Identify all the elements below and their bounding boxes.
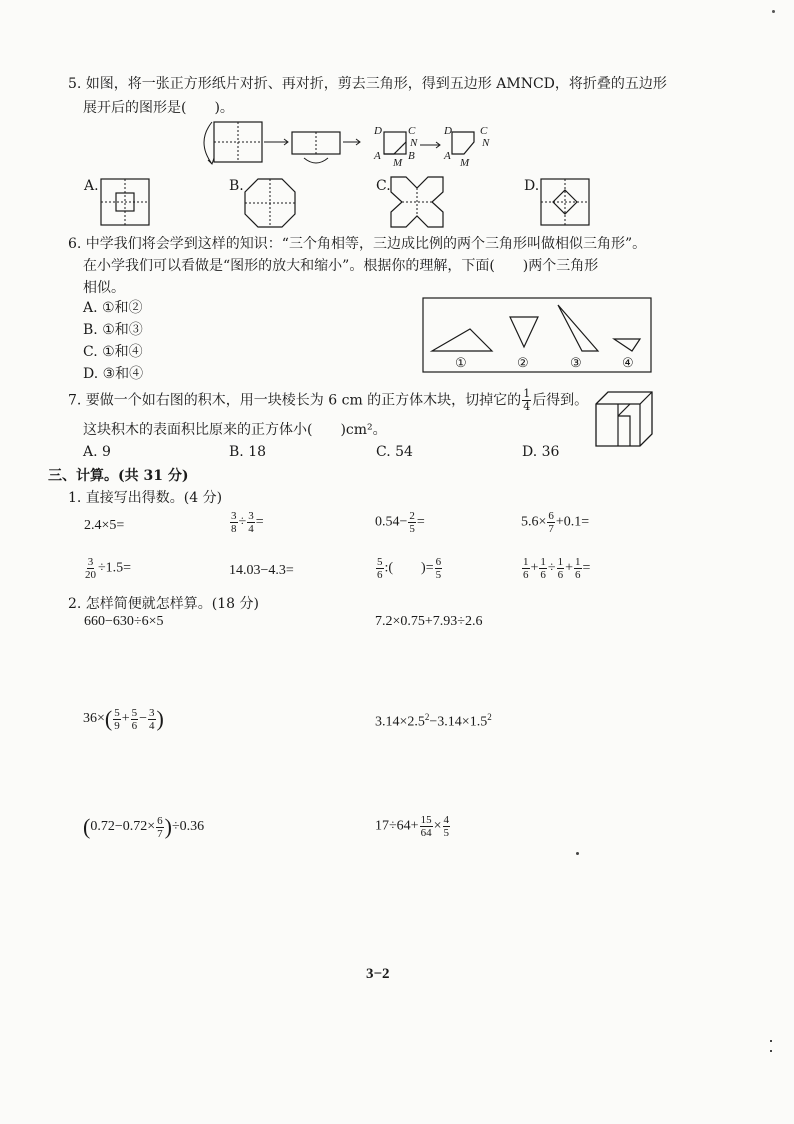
- direct-r1c2: [229, 510, 264, 535]
- r2c4-num3: 1: [557, 556, 564, 568]
- q5-option-a-figure: [100, 178, 150, 226]
- r2c4-num1: 1: [523, 556, 529, 568]
- p3-c-den: 4: [149, 719, 155, 732]
- r1c4-den: 7: [548, 523, 554, 535]
- p3-op1: +: [121, 711, 130, 727]
- q7-line1: [68, 388, 588, 413]
- simplify-p1: 660−630÷6×5: [84, 614, 164, 629]
- q7-option-b: B. 18: [229, 444, 267, 460]
- p6-pre: 17÷64+: [375, 818, 419, 834]
- scan-speck: [770, 1040, 772, 1042]
- q7-fraction: [522, 388, 531, 413]
- r1c3-pre: 0.54−: [375, 514, 408, 530]
- r2c4-op1: +: [530, 560, 539, 576]
- q7-frac-den: 4: [523, 400, 531, 413]
- q7-option-d: D. 36: [522, 444, 560, 460]
- r2c4-den4: 6: [575, 569, 581, 581]
- p3-lparen: (: [104, 706, 113, 731]
- r1c4-post: +0.1=: [555, 514, 590, 530]
- triangle-label-1: ①: [455, 356, 467, 371]
- p6-op: ×: [433, 818, 442, 834]
- r1c3-num: 2: [409, 510, 415, 522]
- p3-a-den: 9: [114, 719, 120, 732]
- p3-pre: 36×: [83, 711, 105, 727]
- label-M2: M: [460, 157, 470, 169]
- simplify-p2: 7.2×0.75+7.93÷2.6: [375, 614, 483, 629]
- p5-pre: 0.72−0.72×: [90, 819, 156, 835]
- r2c4-op3: +: [565, 560, 573, 576]
- r2c4-den3: 6: [557, 569, 564, 581]
- p4-exp2: 2: [487, 712, 492, 722]
- label-D1: D: [374, 125, 382, 137]
- label-A1: A: [374, 150, 381, 162]
- direct-r2c2: 14.03−4.3=: [229, 563, 294, 578]
- r1c2-a-den: 8: [231, 523, 237, 535]
- r2c4-eq: =: [582, 560, 591, 576]
- label-D2: D: [444, 125, 452, 137]
- simplify-p3: [83, 706, 164, 732]
- r1c2-b-num: 3: [248, 510, 254, 522]
- p4-b: −3.14×1.5: [429, 714, 488, 730]
- p6-b-num: 4: [443, 814, 449, 826]
- q7-line2: 这块积木的表面积比原来的正方体小( )cm²。: [83, 422, 387, 438]
- p5-num: 6: [157, 814, 163, 827]
- q7-option-c: C. 54: [376, 444, 413, 460]
- p5-lparen: (: [83, 814, 91, 839]
- scan-speck: [576, 852, 579, 855]
- label-C1: C: [408, 125, 416, 137]
- p4-a: 3.14×2.5: [375, 714, 425, 730]
- r1c2-a-num: 3: [231, 510, 237, 522]
- direct-r1c3: [375, 510, 425, 535]
- q5-option-c-figure: [390, 176, 444, 228]
- p3-rparen: ): [156, 706, 164, 731]
- scan-speck: [770, 1050, 772, 1052]
- r1c4-num: 6: [548, 510, 554, 522]
- q7-line1-b: 后得到。: [532, 392, 589, 409]
- q5-line1: 5. 如图，将一张正方形纸片对折、再对折，剪去三角形，得到五边形 AMNCD，将折叠的五边形: [68, 76, 667, 92]
- q6-line3: 相似。: [83, 280, 125, 296]
- label-N1: N: [410, 137, 418, 149]
- label-N2: N: [482, 137, 490, 149]
- simplify-p4: [375, 712, 492, 731]
- p4-exp1: 2: [424, 712, 430, 722]
- label-A2: A: [444, 150, 451, 162]
- r1c2-b-den: 4: [248, 523, 254, 535]
- direct-r1c4: [521, 510, 589, 535]
- q6-option-b: B. ①和③: [83, 322, 143, 338]
- r2c3-b-num: 6: [435, 556, 442, 568]
- scan-speck: [772, 10, 775, 13]
- q6-option-c: C. ①和④: [83, 344, 143, 360]
- p3-c-num: 3: [149, 706, 155, 719]
- q6-option-d: D. ③和④: [83, 366, 144, 382]
- q7-line1-a: 7. 要做一个如右图的积木，用一块棱长为 6 cm 的正方体木块，切掉它的: [68, 392, 522, 409]
- p3-b-den: 6: [131, 719, 138, 732]
- p5-den: 7: [157, 827, 163, 840]
- direct-r2c1: [83, 556, 131, 581]
- section3-heading: 三、计算。(共 31 分): [48, 468, 189, 484]
- r1c2-eq: =: [255, 514, 264, 530]
- label-C2: C: [480, 125, 488, 137]
- r1c4-pre: 5.6×: [521, 514, 547, 530]
- r2c4-den2: 6: [540, 569, 546, 581]
- label-B1: B: [408, 150, 415, 162]
- q7-block-figure: [592, 386, 656, 450]
- p6-a-num: 15: [420, 814, 432, 826]
- r1c3-den: 5: [409, 523, 415, 535]
- p6-a-den: 64: [420, 827, 432, 839]
- q6-line2: 在小学我们可以看做是“图形的放大和缩小”。根据你的理解，下面( )两个三角形: [83, 258, 599, 274]
- p3-op2: −: [139, 711, 148, 727]
- q6-line1: 6. 中学我们将会学到这样的知识：“三个角相等，三边成比例的两个三角形叫做相似三角形”。: [68, 236, 647, 252]
- r2c3-a-num: 5: [377, 556, 383, 568]
- r2c1-post: ÷1.5=: [98, 560, 132, 576]
- q5-option-d-figure: [540, 178, 590, 226]
- q7-frac-num: 1: [523, 387, 531, 400]
- section3-sub2: 2. 怎样简便就怎样算。(18 分): [68, 596, 259, 612]
- triangle-label-4: ④: [622, 356, 634, 371]
- direct-r2c4: [521, 556, 590, 581]
- r1c3-eq: =: [416, 514, 425, 530]
- section3-sub1: 1. 直接写出得数。(4 分): [68, 490, 223, 506]
- r2c3-a-den: 6: [377, 569, 383, 581]
- p6-b-den: 5: [443, 827, 449, 839]
- q5-line2: 展开后的图形是( )。: [83, 100, 234, 116]
- label-M1: M: [393, 157, 403, 169]
- simplify-p6: [375, 814, 451, 839]
- q5-option-c-label: C.: [376, 178, 391, 194]
- r2c1-den: 20: [85, 569, 96, 581]
- r2c3-mid: :( )=: [384, 560, 434, 576]
- direct-r1c1: 2.4×5=: [84, 518, 125, 533]
- p3-b-num: 5: [131, 706, 138, 719]
- p5-post: ÷0.36: [171, 819, 205, 835]
- r2c4-num4: 1: [575, 556, 581, 568]
- triangle-label-2: ②: [517, 356, 529, 371]
- q5-option-b-figure: [244, 178, 296, 228]
- q6-option-a: A. ①和②: [83, 300, 143, 316]
- p5-rparen: ): [164, 814, 172, 839]
- triangle-label-3: ③: [570, 356, 582, 371]
- p3-a-num: 5: [114, 706, 120, 719]
- q5-option-b-label: B.: [229, 178, 244, 194]
- page-number: 3−2: [366, 966, 390, 982]
- arrow-to-pentagon: [420, 140, 444, 150]
- r2c4-op2: ÷: [547, 560, 556, 576]
- simplify-p5: [83, 814, 204, 840]
- r1c2-op: ÷: [238, 514, 247, 530]
- r2c1-num: 3: [87, 556, 94, 568]
- q7-option-a: A. 9: [83, 444, 111, 460]
- r2c3-b-den: 5: [435, 569, 442, 581]
- r2c4-den1: 6: [523, 569, 529, 581]
- q5-option-d-label: D.: [524, 178, 540, 194]
- q5-option-a-label: A.: [84, 178, 99, 194]
- direct-r2c3: [375, 556, 443, 581]
- r2c4-num2: 1: [540, 556, 546, 568]
